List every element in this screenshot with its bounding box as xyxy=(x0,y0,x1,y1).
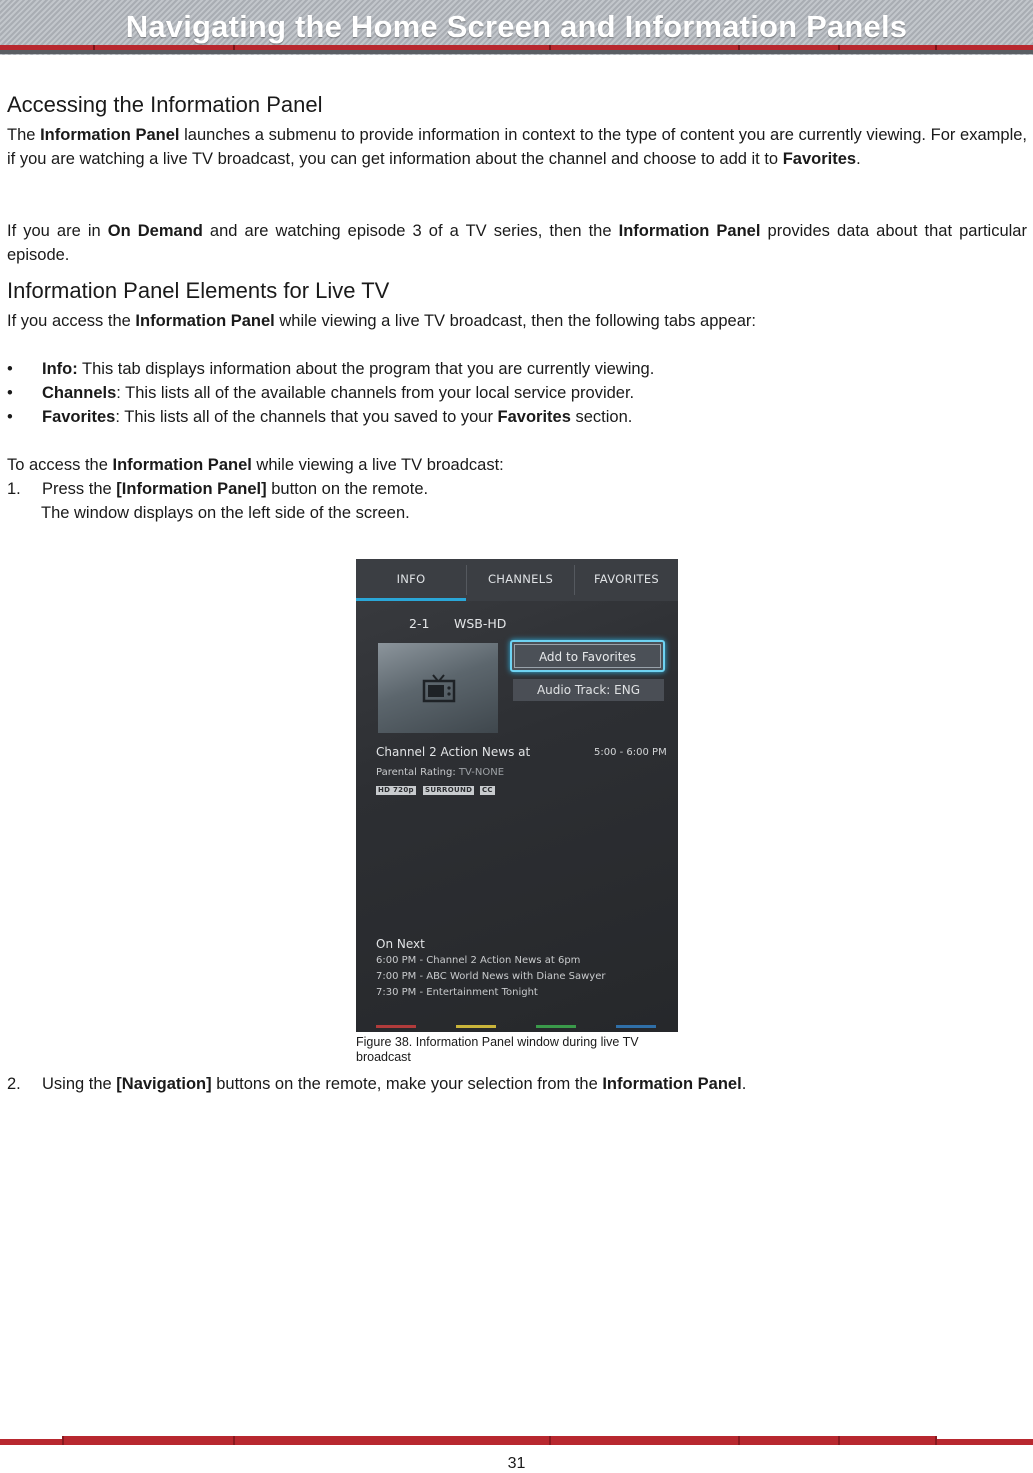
info-panel-tabbar xyxy=(356,559,678,601)
tab-bullet-list xyxy=(7,357,907,429)
bullet-dot: • xyxy=(7,408,13,426)
color-key-red xyxy=(376,1025,416,1028)
info-panel-screenshot xyxy=(356,559,678,1032)
footer-red-rule xyxy=(0,1436,1033,1445)
step-1-result: The window displays on the left side of the screen. xyxy=(41,504,410,522)
color-key-yellow xyxy=(456,1025,496,1028)
program-thumbnail xyxy=(378,643,498,733)
list-item: • Info: This tab displays information about the program that you are currently viewing. xyxy=(7,357,907,381)
paragraph-access-steps: To access the Information Panel while viewing a live TV broadcast: xyxy=(7,456,504,474)
audio-track-button[interactable]: Audio Track: ENG xyxy=(513,679,664,701)
add-to-favorites-button[interactable]: Add to Favorites xyxy=(510,640,665,672)
badge-cc: CC xyxy=(482,786,493,794)
header-under-rule xyxy=(0,50,1033,54)
tab-favorites[interactable]: FAVORITES xyxy=(593,572,660,586)
tv-icon xyxy=(422,673,456,703)
page-number: 31 xyxy=(507,1455,526,1472)
bullet-dot: • xyxy=(7,384,13,402)
list-item: • Channels: This lists all of the available channels from your local service provider. xyxy=(7,381,907,405)
color-key-blue xyxy=(616,1025,656,1028)
badge-hd: HD 720p xyxy=(378,786,414,794)
paragraph-intro: The Information Panel launches a submenu to provide information in context to the type of content you are currently viewing. For example, if you are watching a live TV broadcast, you can get information about the channel and choose to add it to Favorites. xyxy=(7,126,1027,168)
figure-caption: Figure 38. Information Panel window during live TV broadcast xyxy=(356,1035,639,1064)
paragraph-live-tv-intro: If you access the Information Panel while viewing a live TV broadcast, then the following tabs appear: xyxy=(7,312,756,330)
color-key-green xyxy=(536,1025,576,1028)
section-heading-elements: Information Panel Elements for Live TV xyxy=(7,278,390,303)
program-title: Channel 2 Action News at xyxy=(376,745,531,759)
on-next-item: 7:30 PM - Entertainment Tonight xyxy=(376,987,538,998)
channel-number: 2-1 xyxy=(409,616,430,631)
page-title: Navigating the Home Screen and Information Panels xyxy=(125,9,908,44)
active-tab-indicator xyxy=(356,598,466,601)
step-2: 2. Using the [Navigation] buttons on the remote, make your selection from the Information Panel. xyxy=(7,1075,747,1093)
on-next-item: 6:00 PM - Channel 2 Action News at 6pm xyxy=(376,955,581,966)
bullet-dot: • xyxy=(7,360,13,378)
step-1: 1. Press the [Information Panel] button on the remote. xyxy=(7,480,429,498)
section-heading-accessing: Accessing the Information Panel xyxy=(7,92,323,117)
on-next-heading: On Next xyxy=(376,937,425,951)
tab-channels[interactable]: CHANNELS xyxy=(487,572,554,586)
list-item: • Favorites: This lists all of the channels that you saved to your Favorites section. xyxy=(7,405,907,429)
page-header xyxy=(0,0,1033,55)
parental-rating: Parental Rating: TV-NONE xyxy=(376,767,505,778)
program-time: 5:00 - 6:00 PM xyxy=(594,747,667,758)
badge-surround: SURROUND xyxy=(425,786,473,794)
tab-info[interactable]: INFO xyxy=(396,572,426,586)
paragraph-on-demand: If you are in On Demand and are watching episode 3 of a TV series, then the Information Panel provides data about that particular episode. xyxy=(7,222,1027,264)
channel-name: WSB-HD xyxy=(454,616,507,631)
on-next-item: 7:00 PM - ABC World News with Diane Sawyer xyxy=(376,971,606,982)
